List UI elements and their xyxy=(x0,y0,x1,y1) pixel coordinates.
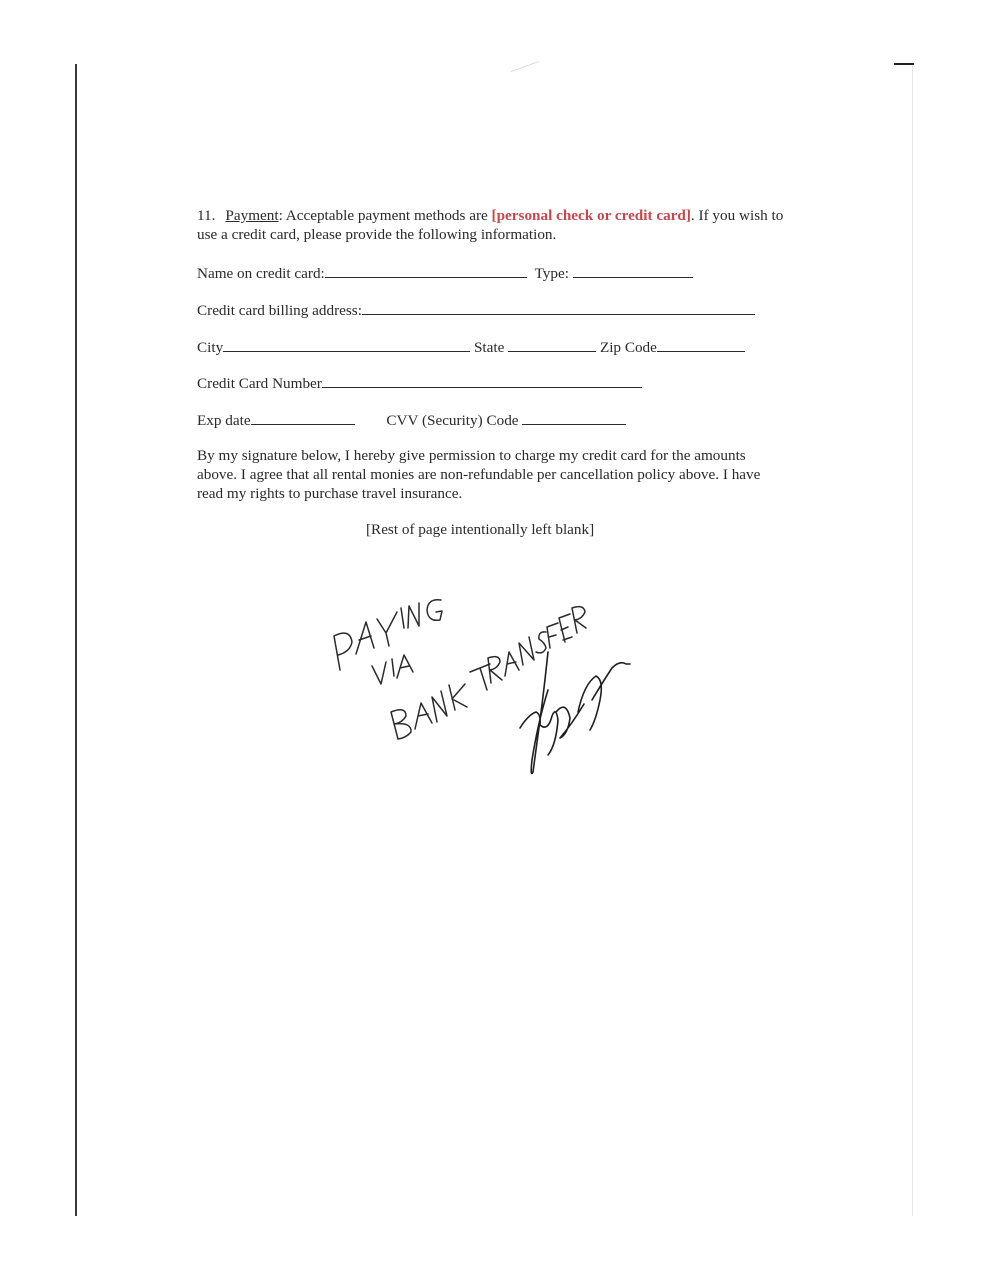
section-heading: Payment xyxy=(225,207,279,224)
handwritten-paying xyxy=(334,600,442,670)
payment-methods: [personal check or credit card] xyxy=(491,207,691,224)
cvv-label: CVV (Security) Code xyxy=(386,412,519,429)
blank-page-note: [Rest of page intentionally left blank] xyxy=(366,521,595,538)
type-label: Type: xyxy=(534,265,569,282)
card-number-label: Credit Card Number xyxy=(197,375,322,392)
handwritten-bank xyxy=(391,684,467,739)
exp-label: Exp date xyxy=(197,412,251,429)
intro-text: : Acceptable payment methods are xyxy=(278,207,492,224)
intro-text-continued: . If you wish to use a credit card, please provide the following information. xyxy=(197,207,784,243)
section-number: 11. xyxy=(197,207,216,224)
zip-label: Zip Code xyxy=(599,339,657,356)
handwritten-transfer xyxy=(470,607,586,690)
handwritten-note xyxy=(334,600,586,739)
billing-label: Credit card billing address: xyxy=(197,302,362,319)
state-label: State xyxy=(473,339,505,356)
handwritten-via xyxy=(372,655,413,684)
signature xyxy=(520,652,630,774)
name-label: Name on credit card: xyxy=(197,265,325,282)
city-label: City xyxy=(197,339,224,356)
permission-paragraph: By my signature below, I hereby give permission to charge my credit card for the amounts above. I agree that all rental monies are non-refundable per cancellation policy above. I have read my rights to purchase travel insurance. xyxy=(197,447,761,502)
